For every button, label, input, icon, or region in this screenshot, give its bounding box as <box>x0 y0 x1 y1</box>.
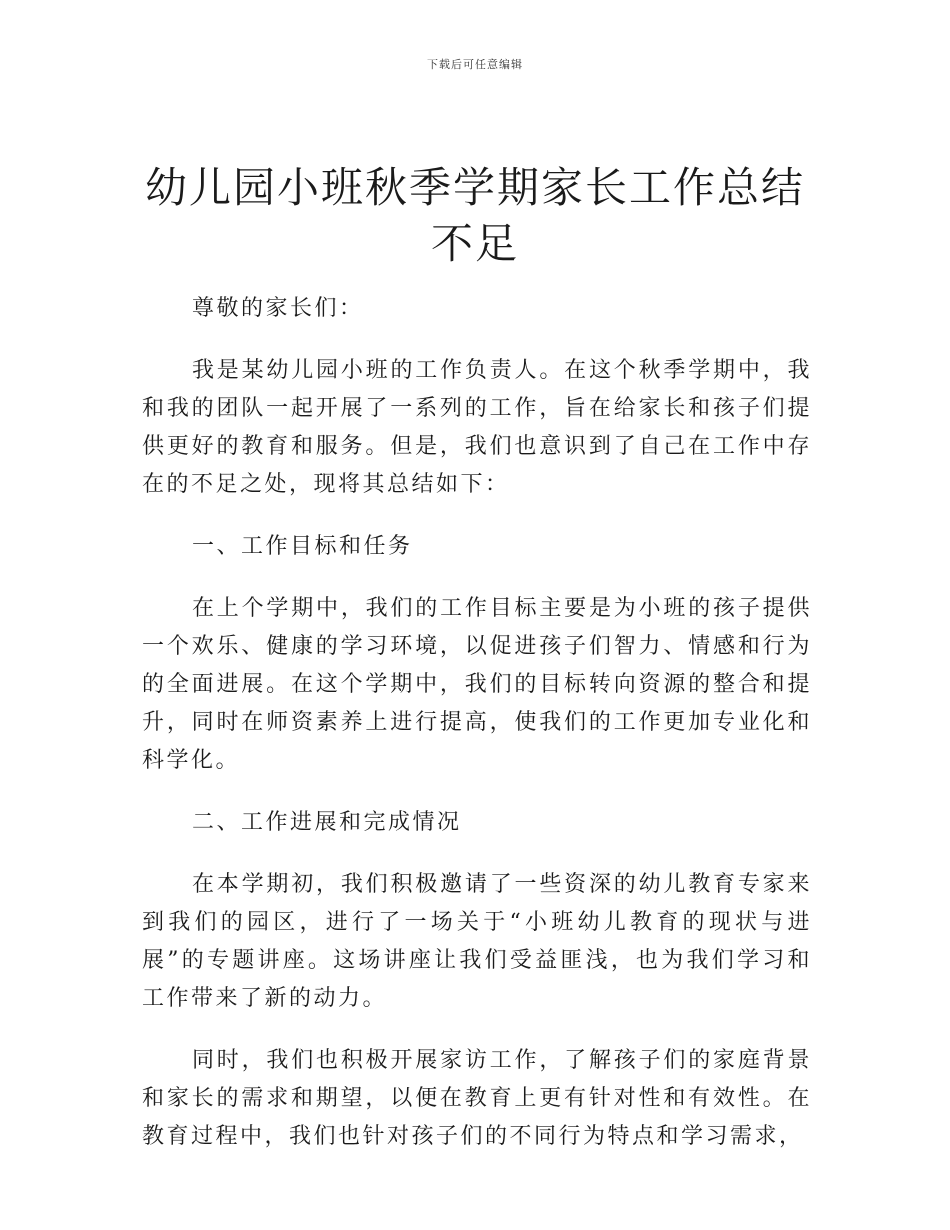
paragraph-lecture: 在本学期初，我们积极邀请了一些资深的幼儿教育专家来到我们的园区，进行了一场关于“小班幼儿教育的现状与进展”的专题讲座。这场讲座让我们受益匪浅，也为我们学习和工作带来了新的动力。 <box>142 872 812 1011</box>
paragraph-home-visits: 同时，我们也积极开展家访工作，了解孩子们的家庭背景和家长的需求和期望，以便在教育上更有针对性和有效性。在教育过程中，我们也针对孩子们的不同行为特点和学习需求， <box>142 1048 812 1149</box>
document-body <box>142 290 812 1180</box>
header-note: 下载后可任意编辑 <box>427 58 523 71</box>
document-title: 幼儿园小班秋季学期家长工作总结不足 <box>144 163 805 268</box>
section-heading-goals: 一、工作目标和任务 <box>192 534 413 559</box>
section-heading-progress: 二、工作进展和完成情况 <box>192 810 462 835</box>
greeting: 尊敬的家长们： <box>192 296 364 321</box>
paragraph-goals: 在上个学期中，我们的工作目标主要是为小班的孩子提供一个欢乐、健康的学习环境，以促进孩子们智力、情感和行为的全面进展。在这个学期中，我们的目标转向资源的整合和提升，同时在师资素养上进行提高，使我们的工作更加专业化和科学化。 <box>142 596 812 773</box>
paragraph-intro: 我是某幼儿园小班的工作负责人。在这个秋季学期中，我和我的团队一起开展了一系列的工作，旨在给家长和孩子们提供更好的教育和服务。但是，我们也意识到了自己在工作中存在的不足之处，现将其总结如下： <box>142 358 812 497</box>
